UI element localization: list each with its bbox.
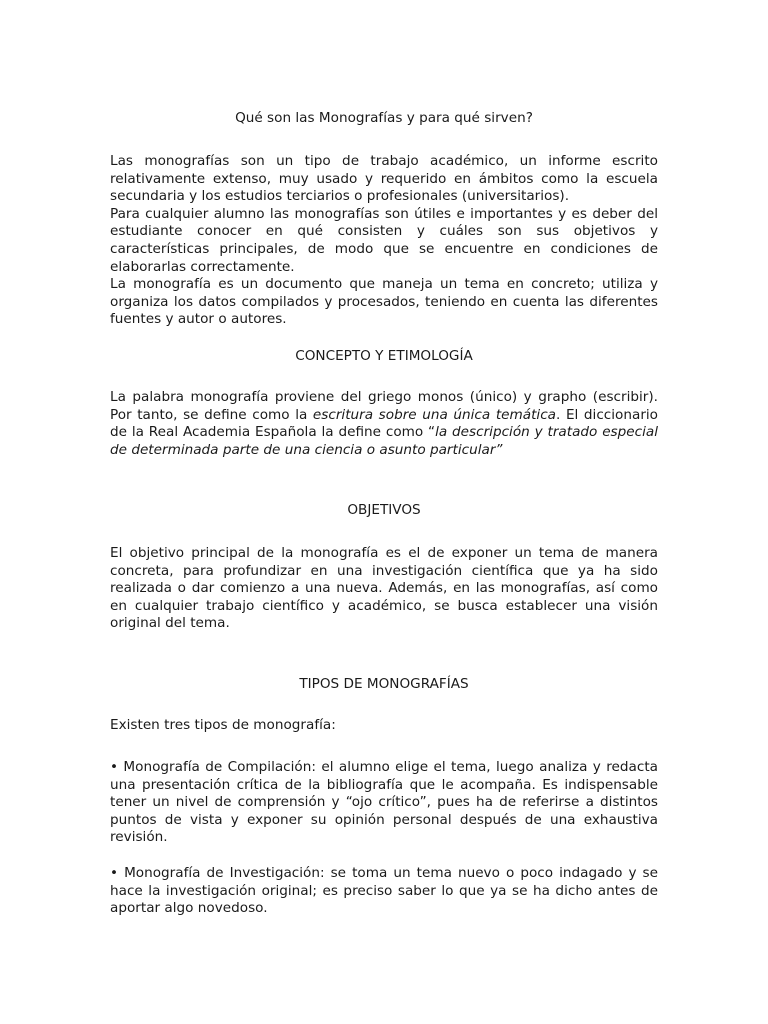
objetivos-paragraph: El objetivo principal de la monografía es el de exponer un tema de manera concreta, para profundizar en una investigación científica que ya ha sido realizada o dar comienzo a una nueva. Además, en las monografías, así como en cualquier trabajo científico y académico, se busca establecer una visión original del tema. [110,545,658,632]
tipos-intro [110,717,658,735]
document-title: Qué son las Monografías y para qué sirven? [235,110,533,126]
concepto-heading: CONCEPTO Y ETIMOLOGÍA [295,348,473,364]
tipos-intro-text: Existen tres tipos de monografía: [110,717,336,733]
objetivos-section [110,545,658,633]
concepto-italic-2: la descripción y tratado especial de determinada parte de una ciencia o asunto particular” [110,424,658,458]
concepto-text-2: . El diccionario de la Real Academia Española la define como “ [110,406,659,441]
intro-paragraph-3: La monografía es un documento que maneja un tema en concreto; utiliza y organiza los datos compilados y procesados, teniendo en cuenta las diferentes fuentes y autor o autores. [110,276,658,328]
intro-paragraph-1: Las monografías son un tipo de trabajo académico, un informe escrito relativamente extenso, muy usado y requerido en ámbitos como la escuela secundaria y los estudios terciarios o profesionales (universitarios). [110,153,658,205]
tipos-item-investigacion [110,865,658,918]
tipos-heading: TIPOS DE MONOGRAFÍAS [299,676,469,692]
concepto-paragraph [110,389,658,459]
tipos-item-2: • Monografía de Investigación: se toma un tema nuevo o poco indagado y se hace la investigación original; es preciso saber lo que ya se ha dicho antes de aportar algo novedoso. [110,865,658,917]
objetivos-heading: OBJETIVOS [347,502,421,518]
concepto-section [110,389,658,459]
tipos-item-1: • Monografía de Compilación: el alumno elige el tema, luego analiza y redacta una presentación crítica de la bibliografía que le acompaña. Es indispensable tener un nivel de comprensión y “ojo crítico”, pues ha de referirse a distintos puntos de vista y exponer su opinión personal después de una exhaustiva revisión. [110,759,658,846]
intro-paragraph-2: Para cualquier alumno las monografías son útiles e importantes y es deber del estudiante conocer en qué consisten y cuáles son sus objetivos y características principales, de modo que se encuentre en condiciones de elaborarlas correctamente. [110,205,658,275]
concepto-text-1: La palabra monografía proviene del griego monos (único) y grapho (escribir). Por tanto, se define como la [110,389,658,423]
tipos-item-compilacion [110,759,658,847]
intro-section [110,153,658,329]
concepto-italic-1: escritura sobre una única temática [312,406,557,423]
